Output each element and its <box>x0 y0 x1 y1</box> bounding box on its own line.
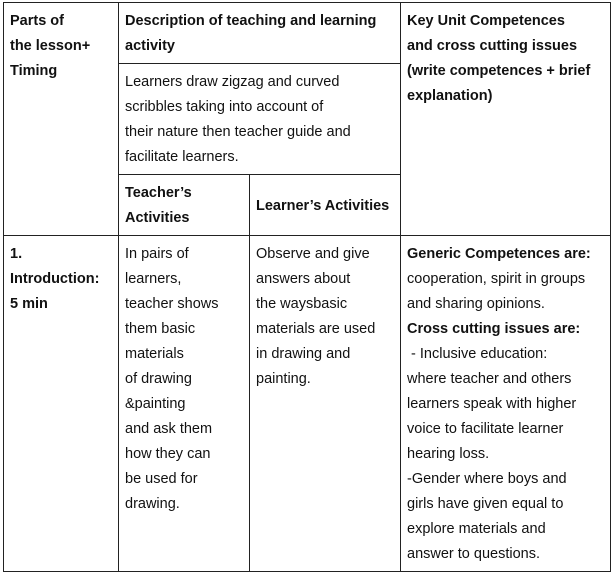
teacher-line: them basic <box>125 321 196 337</box>
teacher-line: how they can <box>125 446 211 462</box>
learner-line: the waysbasic <box>256 296 348 312</box>
teacher-line: materials <box>125 346 184 362</box>
gender-line: answer to questions. <box>407 546 540 562</box>
header-description: Description of teaching and learning activity <box>119 3 401 64</box>
header-parts-line: Timing <box>10 63 58 79</box>
learner-line: in drawing and <box>256 346 351 362</box>
teacher-line: and ask them <box>125 421 213 437</box>
header-competences <box>401 3 611 236</box>
lesson-plan-table <box>3 2 611 572</box>
subheader-teacher <box>119 175 250 236</box>
header-competences-line: (write competences + brief <box>407 63 591 79</box>
inclusive-line: hearing loss. <box>407 446 490 462</box>
header-competences-line: and cross cutting issues <box>407 38 578 54</box>
learner-line: materials are used <box>256 321 376 337</box>
header-competences-line: Key Unit Competences <box>407 13 565 29</box>
gender-line: -Gender where boys and <box>407 471 567 487</box>
generic-competences-line: and sharing opinions. <box>407 296 545 312</box>
header-parts <box>4 3 119 236</box>
row-teacher-activities <box>119 236 250 572</box>
generic-competences-title: Generic Competences are: <box>407 246 591 262</box>
subheader-teacher-line: Teacher’s <box>125 185 192 201</box>
inclusive-line: learners speak with higher <box>407 396 577 412</box>
teacher-line: In pairs of <box>125 246 189 262</box>
subheader-teacher-line: Activities <box>125 210 190 226</box>
cross-cutting-title: Cross cutting issues are: <box>407 321 581 337</box>
generic-competences-line: cooperation, spirit in groups <box>407 271 586 287</box>
description-text <box>119 64 401 175</box>
teacher-line: teacher shows <box>125 296 219 312</box>
learner-line: painting. <box>256 371 311 387</box>
teacher-line: be used for <box>125 471 198 487</box>
header-parts-line: the lesson+ <box>10 38 91 54</box>
subheader-learner: Learner’s Activities <box>250 175 401 236</box>
inclusive-line: where teacher and others <box>407 371 572 387</box>
description-line: Learners draw zigzag and curved <box>125 74 340 90</box>
description-line: scribbles taking into account of <box>125 99 324 115</box>
teacher-line: learners, <box>125 271 182 287</box>
description-line: facilitate learners. <box>125 149 239 165</box>
row-learner-activities <box>250 236 401 572</box>
row-competences <box>401 236 611 572</box>
teacher-line: &painting <box>125 396 186 412</box>
gender-line: explore materials and <box>407 521 546 537</box>
teacher-line: drawing. <box>125 496 180 512</box>
learner-line: Observe and give <box>256 246 370 262</box>
learner-line: answers about <box>256 271 351 287</box>
gender-line: girls have given equal to <box>407 496 564 512</box>
row-part-line: 5 min <box>10 296 48 312</box>
inclusive-line: - Inclusive education: <box>407 346 548 362</box>
row-part-line: 1. <box>10 246 23 262</box>
description-line: their nature then teacher guide and <box>125 124 351 140</box>
row-part <box>4 236 119 572</box>
header-parts-line: Parts of <box>10 13 64 29</box>
teacher-line: of drawing <box>125 371 192 387</box>
row-part-line: Introduction: <box>10 271 100 287</box>
inclusive-line: voice to facilitate learner <box>407 421 564 437</box>
header-competences-line: explanation) <box>407 88 493 104</box>
